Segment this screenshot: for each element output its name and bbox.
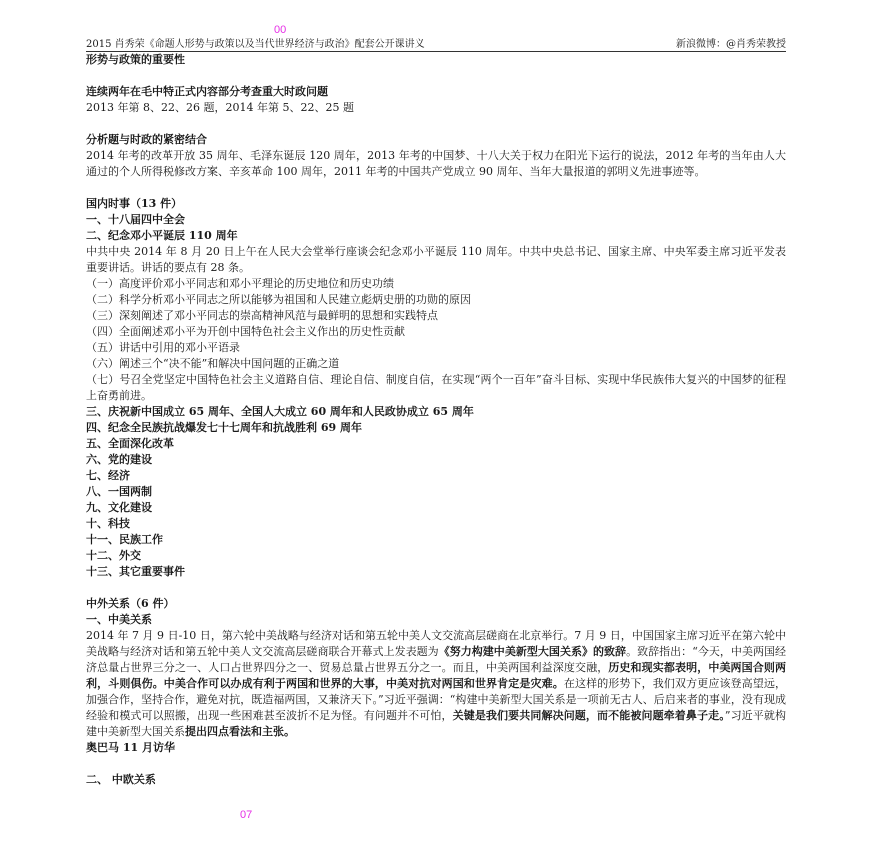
analysis-text: 2014 年考的改革开放 35 周年、毛泽东诞辰 120 周年，2013 年考的中国梦、十八大关于权力在阳光下运行的说法，2012 年考的当年由人大通过的个人所得税修改方案、辛亥革命 100 周年，2011 年考的中国共产党成立 90 周年、当年大量报道的郭明义先进事迹等。: [86, 149, 786, 178]
domestic-title: 国内时事（13 件）: [86, 197, 183, 210]
section-title-importance: 形势与政策的重要性: [86, 53, 185, 66]
china-us-text-1: 2014 年 7 月 9 日-10 日，第六轮中美战略与经济对话和第五轮中美人文交流高层磋商在北京举行。7 月 9 日，中国国家主席习近平在第六轮中美战略与经济对话和第五轮中美人文交流高层磋商联合开幕式上发表题为: [86, 629, 786, 658]
china-us-text-2: 。致辞指出：“今天，中美两国经济总量占世界三分之一、人口占世界四分之一、贸易总量占世界五分之一。而且，中美两国利益深度交融，: [86, 645, 787, 674]
deng-point-4: （四）全面阐述邓小平为开创中国特色社会主义作出的历史性贡献: [86, 325, 405, 338]
china-us-text-4: ”习近平就构建中美新型大国关系: [86, 709, 787, 738]
domestic-item-2-text: 中共中央 2014 年 8 月 20 日上午在人民大会堂举行座谈会纪念邓小平诞辰 110 周年。中共中央总书记、国家主席、中央军委主席习近平发表重要讲话。讲话的要点有 28 条。: [86, 245, 786, 274]
domestic-item-8: 八、一国两制: [86, 485, 152, 498]
foreign-item-2: 二、 中欧关系: [86, 773, 156, 786]
china-us-emphasis-1: 历史和现实都表明，中美两国合则两利，斗则俱伤。中美合作可以办成有利于两国和世界的大事，中美对抗对两国和世界肯定是灾难。: [86, 661, 787, 690]
domestic-item-9: 九、文化建设: [86, 501, 152, 514]
domestic-item-1: 一、十八届四中全会: [86, 213, 185, 226]
domestic-item-6: 六、党的建设: [86, 453, 152, 466]
deng-point-3: （三）深刻阐述了邓小平同志的崇高精神风范与最鲜明的思想和实践特点: [86, 309, 438, 322]
header-title: 2015 肖秀荣《命题人形势与政策以及当代世界经济与政治》配套公开课讲义: [86, 39, 425, 50]
domestic-item-7: 七、经济: [86, 469, 130, 482]
page-number-bottom: 07: [240, 809, 253, 821]
foreign-title: 中外关系（6 件）: [86, 597, 175, 610]
domestic-item-5: 五、全面深化改革: [86, 437, 174, 450]
deng-point-2: （二）科学分析邓小平同志之所以能够为祖国和人民建立彪炳史册的功勋的原因: [86, 293, 471, 306]
domestic-item-12: 十二、外交: [86, 549, 141, 562]
deng-point-1: （一）高度评价邓小平同志和邓小平理论的历史地位和历史功绩: [86, 277, 394, 290]
foreign-item-1: 一、中美关系: [86, 613, 152, 626]
china-us-paragraph: [86, 628, 786, 740]
deng-point-5: （五）讲话中引用的邓小平语录: [86, 341, 240, 354]
domestic-item-3: 三、庆祝新中国成立 65 周年、全国人大成立 60 周年和人民政协成立 65 周年: [86, 405, 474, 418]
domestic-item-13: 十三、其它重要事件: [86, 565, 185, 578]
deng-point-6: （六）阐述三个“决不能”和解决中国问题的正确之道: [86, 357, 340, 370]
china-us-emphasis-2: 关键是我们要共同解决问题，而不能被问题牵着鼻子走。: [452, 709, 725, 722]
consecutive-text: 2013 年第 8、22、26 题，2014 年第 5、22、25 题: [86, 101, 354, 114]
section-title-analysis: 分析题与时政的紧密结合: [86, 133, 207, 146]
china-us-text-3: 在这样的形势下，我们双方更应该登高望远，加强合作，坚持合作，避免对抗，既造福两国，又兼济天下。”习近平强调：“构建中美新型大国关系是一项前无古人、后启来者的事业，没有现成经验和模式可以照搬，出现一些困难甚至波折不足为怪。有问题并不可怕，: [86, 677, 787, 722]
china-us-speech-title: 《努力构建中美新型大国关系》的致辞: [438, 645, 627, 658]
document-body: [86, 52, 786, 788]
domestic-item-10: 十、科技: [86, 517, 130, 530]
page-number-top: 00: [274, 24, 287, 36]
header-weibo: 新浪微博：@肖秀荣教授: [676, 39, 786, 50]
domestic-item-11: 十一、民族工作: [86, 533, 163, 546]
china-us-emphasis-3: 提出四点看法和主张。: [185, 725, 295, 738]
domestic-item-4: 四、纪念全民族抗战爆发七十七周年和抗战胜利 69 周年: [86, 421, 362, 434]
deng-point-7: （七）号召全党坚定中国特色社会主义道路自信、理论自信、制度自信，在实现“两个一百年”奋斗目标、实现中华民族伟大复兴的中国梦的征程上奋勇前进。: [86, 373, 786, 402]
obama-visit: 奥巴马 11 月访华: [86, 741, 175, 754]
section-title-consecutive: 连续两年在毛中特正式内容部分考查重大时政问题: [86, 85, 328, 98]
domestic-item-2: 二、纪念邓小平诞辰 110 周年: [86, 229, 238, 242]
page-header: [86, 36, 786, 52]
